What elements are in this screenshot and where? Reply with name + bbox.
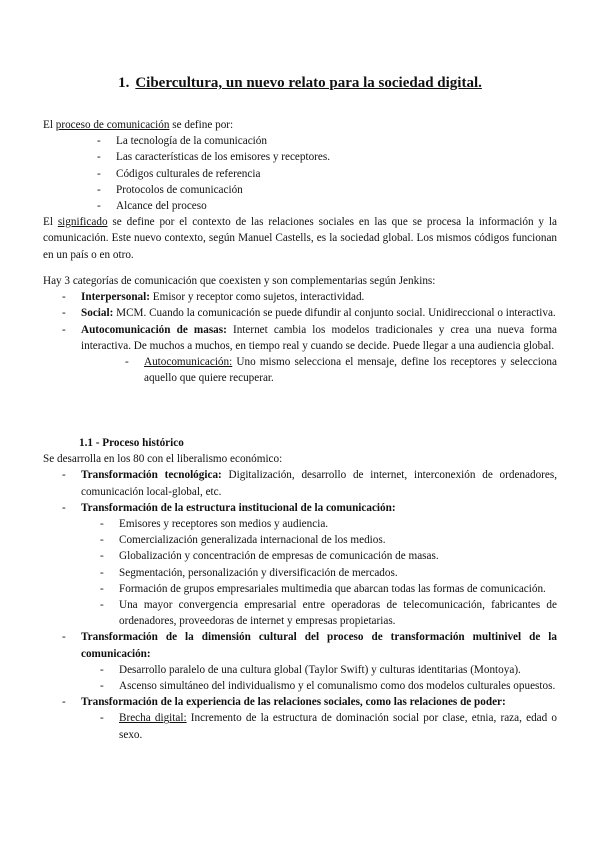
significado-term: significado [57, 216, 108, 229]
section-intro: Se desarrolla en los 80 con el liberalismo económico: [43, 453, 283, 466]
title-number: 1. [118, 75, 130, 91]
intro-list [43, 133, 557, 214]
relaciones-sublist [81, 710, 557, 742]
transformaciones-list [43, 467, 557, 742]
list-item: - Brecha digital: Incremento de la estructura de dominación social por clase, etnia, raza, edad o sexo. [119, 710, 557, 742]
intro-block [43, 117, 557, 263]
section-heading: 1.1 - Proceso histórico [79, 437, 184, 449]
document-title [0, 73, 600, 93]
estructura-sublist [81, 516, 557, 629]
list-item: - Las características de los emisores y receptores. [116, 149, 557, 165]
list-item: - Protocolos de comunicación [116, 182, 557, 198]
list-item: - Transformación de la dimensión cultural del proceso de transformación multinivel de la comunicación: - Desarrollo paralelo de una cultura global (Taylor Swift) y culturas identitarias (Montoya). - Ascenso simultáneo del individualismo y el comunalismo como dos modelos culturales opuestos. [81, 629, 557, 694]
intro-term: proceso de comunicación [55, 119, 170, 131]
list-item: - Ascenso simultáneo del individualismo y el comunalismo como dos modelos culturales opuestos. [119, 678, 557, 694]
list-item: - Segmentación, personalización y diversificación de mercados. [119, 565, 557, 581]
categorias-intro: Hay 3 categorías de comunicación que coexisten y son complementarias según Jenkins: [43, 275, 436, 287]
list-item: - Emisores y receptores son medios y audiencia. [119, 516, 557, 532]
list-item: - Transformación tecnológica: Digitalización, desarrollo de internet, interconexión de ordenadores, comunicación local-global, etc. [81, 467, 557, 499]
intro-paragraph: El proceso de comunicación se define por: [43, 119, 234, 131]
categorias-list [43, 289, 557, 354]
list-item: - La tecnología de la comunicación [116, 133, 557, 149]
list-item: - Interpersonal: Emisor y receptor como sujetos, interactividad. [81, 289, 557, 305]
list-item: - Alcance del proceso [116, 198, 557, 214]
list-item: - Globalización y concentración de empresas de comunicación de masas. [119, 548, 557, 564]
list-item: - Códigos culturales de referencia [116, 166, 557, 182]
title-text: Cibercultura, un nuevo relato para la sociedad digital. [135, 75, 482, 91]
cultural-sublist [81, 662, 557, 694]
categorias-block [43, 273, 557, 386]
list-item: - Desarrollo paralelo de una cultura global (Taylor Swift) y culturas identitarias (Montoya). [119, 662, 557, 678]
significado-paragraph: El significado se define por el contexto de las relaciones sociales en las que se procesa la información y la comunicación. Este nuevo contexto, según Manuel Castells, es la sociedad global. Los mismos códigos funcionan en un país o en otro. [43, 216, 557, 261]
autocomunicacion-sublist [43, 354, 557, 386]
proceso-historico-block [43, 435, 557, 743]
list-item: - Autocomunicación de masas: Internet cambia los modelos tradicionales y crea una nueva forma interactiva. De muchos a muchos, en tiempo real y cuando se decide. Puede llegar a una audiencia global. [81, 322, 557, 354]
list-item: - Transformación de la estructura institucional de la comunicación: - Emisores y receptores son medios y audiencia. - Comercialización generalizada internacional de los medios. - Globalización y concentración de empresas de comunicación de masas. - Segmentación, personalización y diversificación de mercados. - Formación de grupos empresariales multimedia que abarcan todas las formas de comunicación. - Una mayor convergencia empresarial entre operadoras de telecomunicación, fabricantes de ordenadores, proveedoras de internet y empresas propietarias. [81, 500, 557, 630]
list-item: - Autocomunicación: Uno mismo selecciona el mensaje, define los receptores y selecciona aquello que quiere recuperar. [144, 354, 557, 386]
list-item: - Comercialización generalizada internacional de los medios. [119, 532, 557, 548]
list-item: - Formación de grupos empresariales multimedia que abarcan todas las formas de comunicación. [119, 581, 557, 597]
list-item: - Una mayor convergencia empresarial entre operadoras de telecomunicación, fabricantes de ordenadores, proveedoras de internet y empresas propietarias. [119, 597, 557, 629]
list-item: - Social: MCM. Cuando la comunicación se puede difundir al conjunto social. Unidireccional o interactiva. [81, 305, 557, 321]
list-item: - Transformación de la experiencia de las relaciones sociales, como las relaciones de poder: - Brecha digital: Incremento de la estructura de dominación social por clase, etnia, raza, edad o sexo. [81, 694, 557, 743]
